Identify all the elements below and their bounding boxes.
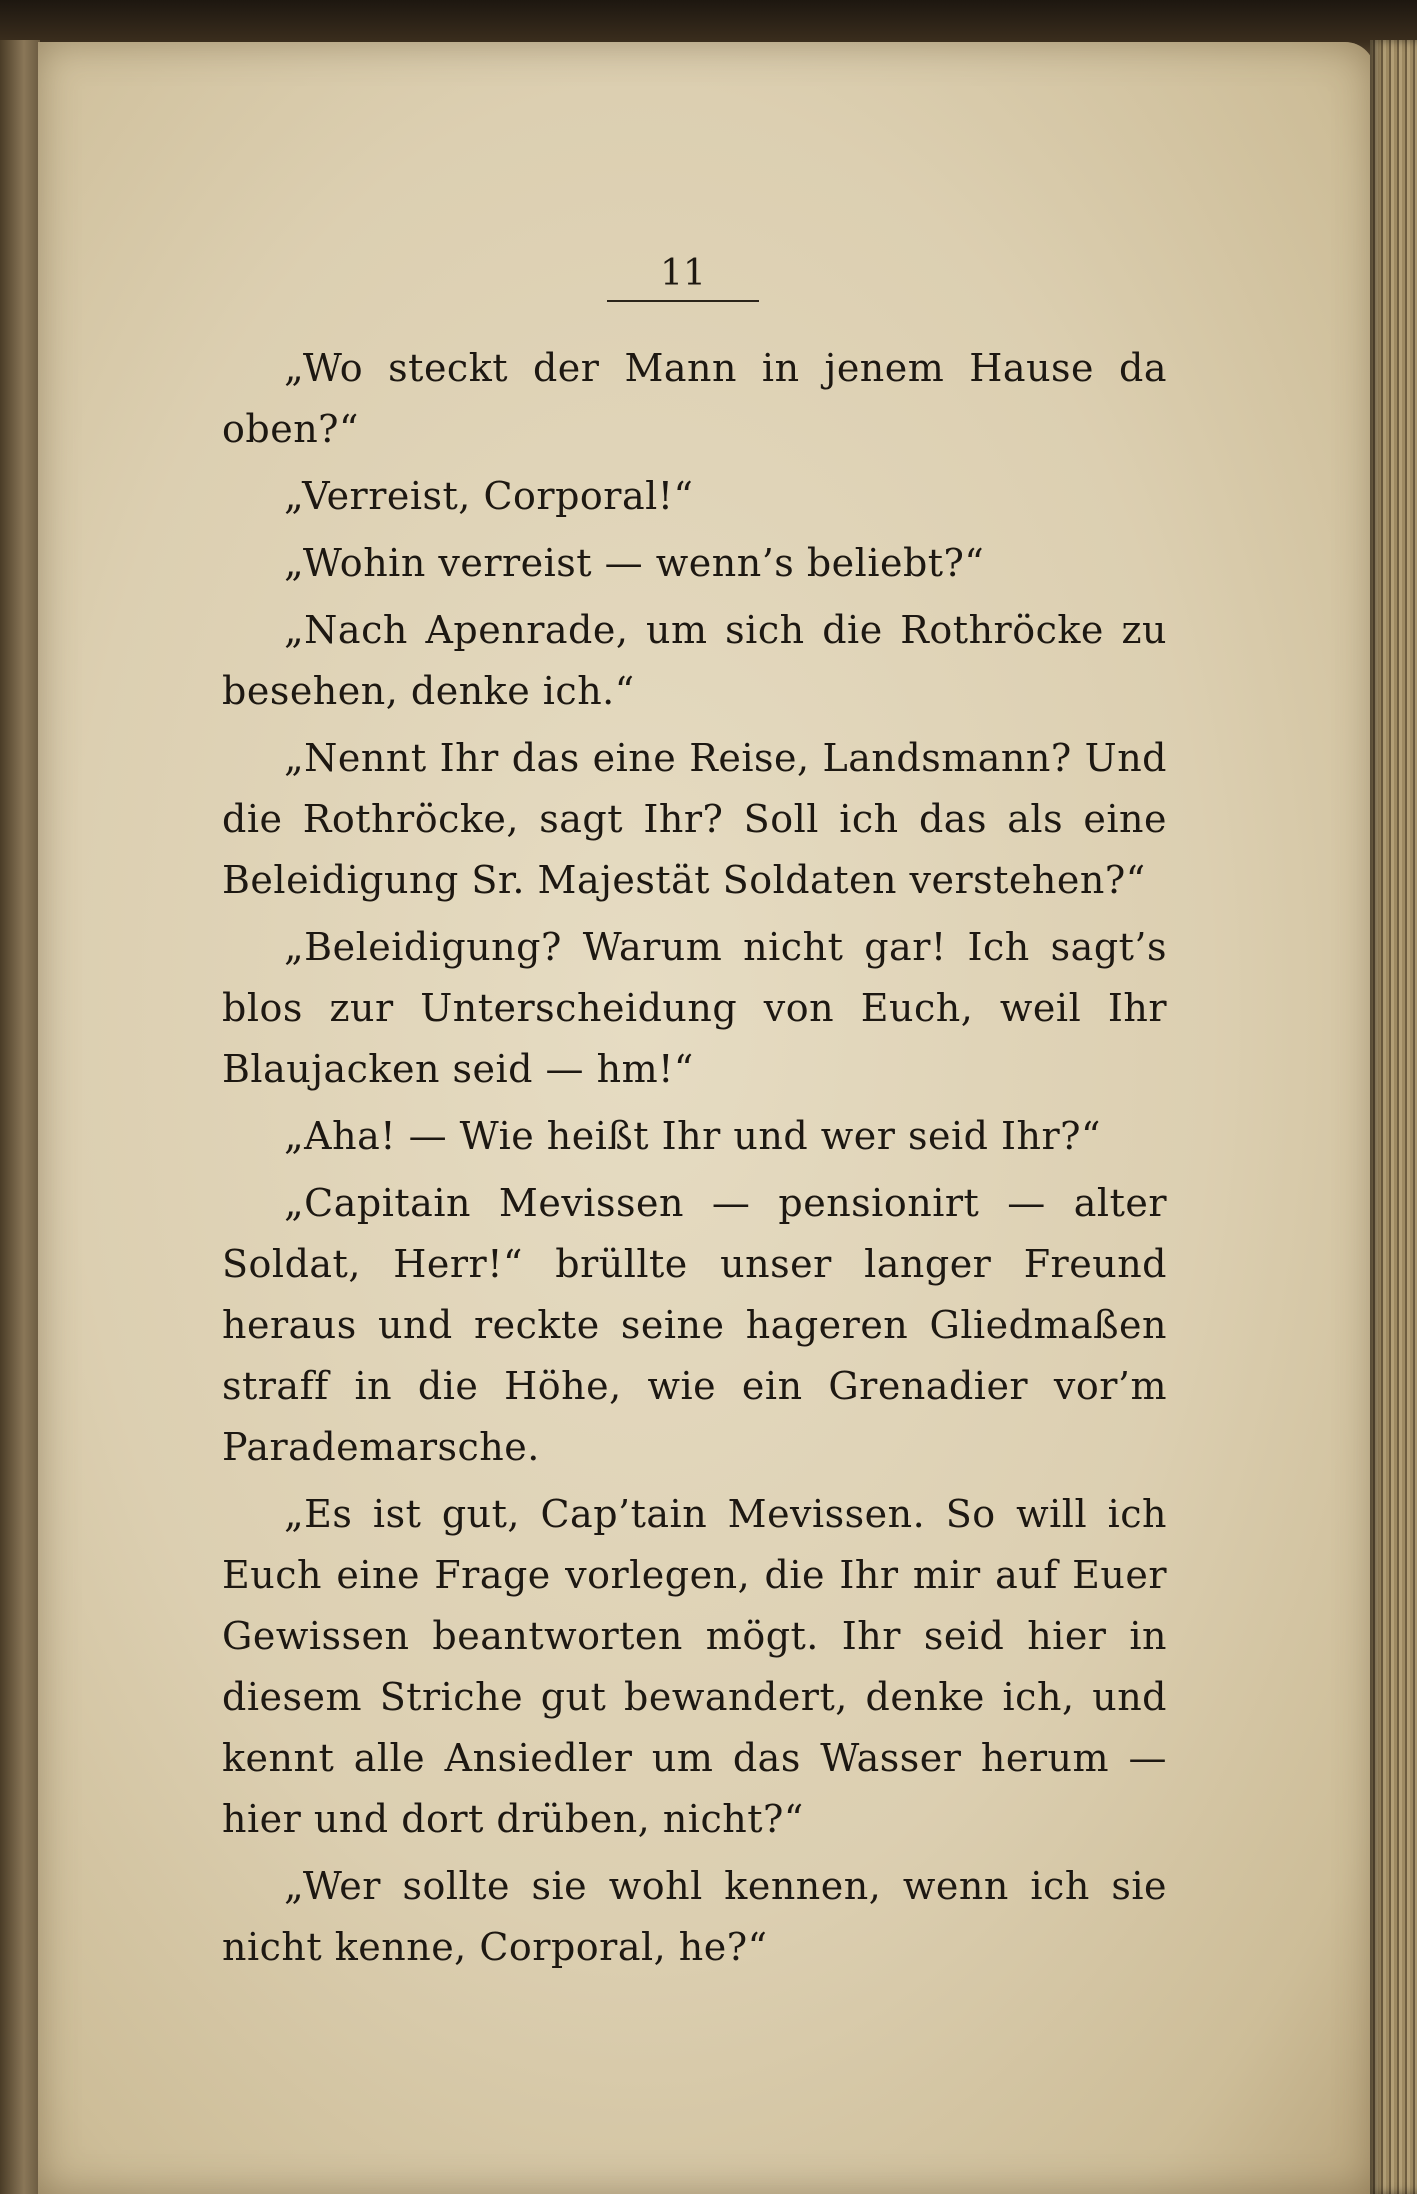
paragraph: „Verreist, Corporal!“ bbox=[284, 474, 694, 518]
page-text bbox=[222, 338, 1167, 1984]
book-spine-edge bbox=[1370, 40, 1417, 2194]
paragraph: „Wo steckt der Mann in jenem Hause da oben?“ bbox=[222, 346, 1167, 451]
paragraph: „Wohin verreist — wenn’s beliebt?“ bbox=[284, 541, 985, 585]
facing-page-edge bbox=[0, 40, 40, 2194]
paragraph: „Beleidigung? Warum nicht gar! Ich sagt’s blos zur Unterscheidung von Euch, weil Ihr Blaujacken seid — hm!“ bbox=[222, 925, 1167, 1091]
paragraph: „Wer sollte sie wohl kennen, wenn ich sie nicht kenne, Corporal, he?“ bbox=[222, 1864, 1167, 1969]
paragraph: „Capitain Mevissen — pensionirt — alter Soldat, Herr!“ brüllte unser langer Freund heraus und reckte seine hageren Gliedmaßen straff in die Höhe, wie ein Grenadier vor’m Parademarsche. bbox=[222, 1181, 1167, 1469]
paragraph: „Nennt Ihr das eine Reise, Landsmann? Und die Rothröcke, sagt Ihr? Soll ich das als eine Beleidigung Sr. Majestät Soldaten verstehen?“ bbox=[222, 736, 1167, 902]
paragraph: „Es ist gut, Cap’tain Mevissen. So will ich Euch eine Frage vorlegen, die Ihr mir auf Euer Gewissen beantworten mögt. Ihr seid hier in diesem Striche gut bewandert, denke ich, und kennt alle Ansiedler um das Wasser herum — hier und dort drüben, nicht?“ bbox=[222, 1492, 1167, 1841]
page-number: 11 bbox=[607, 253, 759, 302]
paragraph: „Nach Apenrade, um sich die Rothröcke zu besehen, denke ich.“ bbox=[222, 608, 1167, 713]
paragraph: „Aha! — Wie heißt Ihr und wer seid Ihr?“ bbox=[284, 1114, 1101, 1158]
